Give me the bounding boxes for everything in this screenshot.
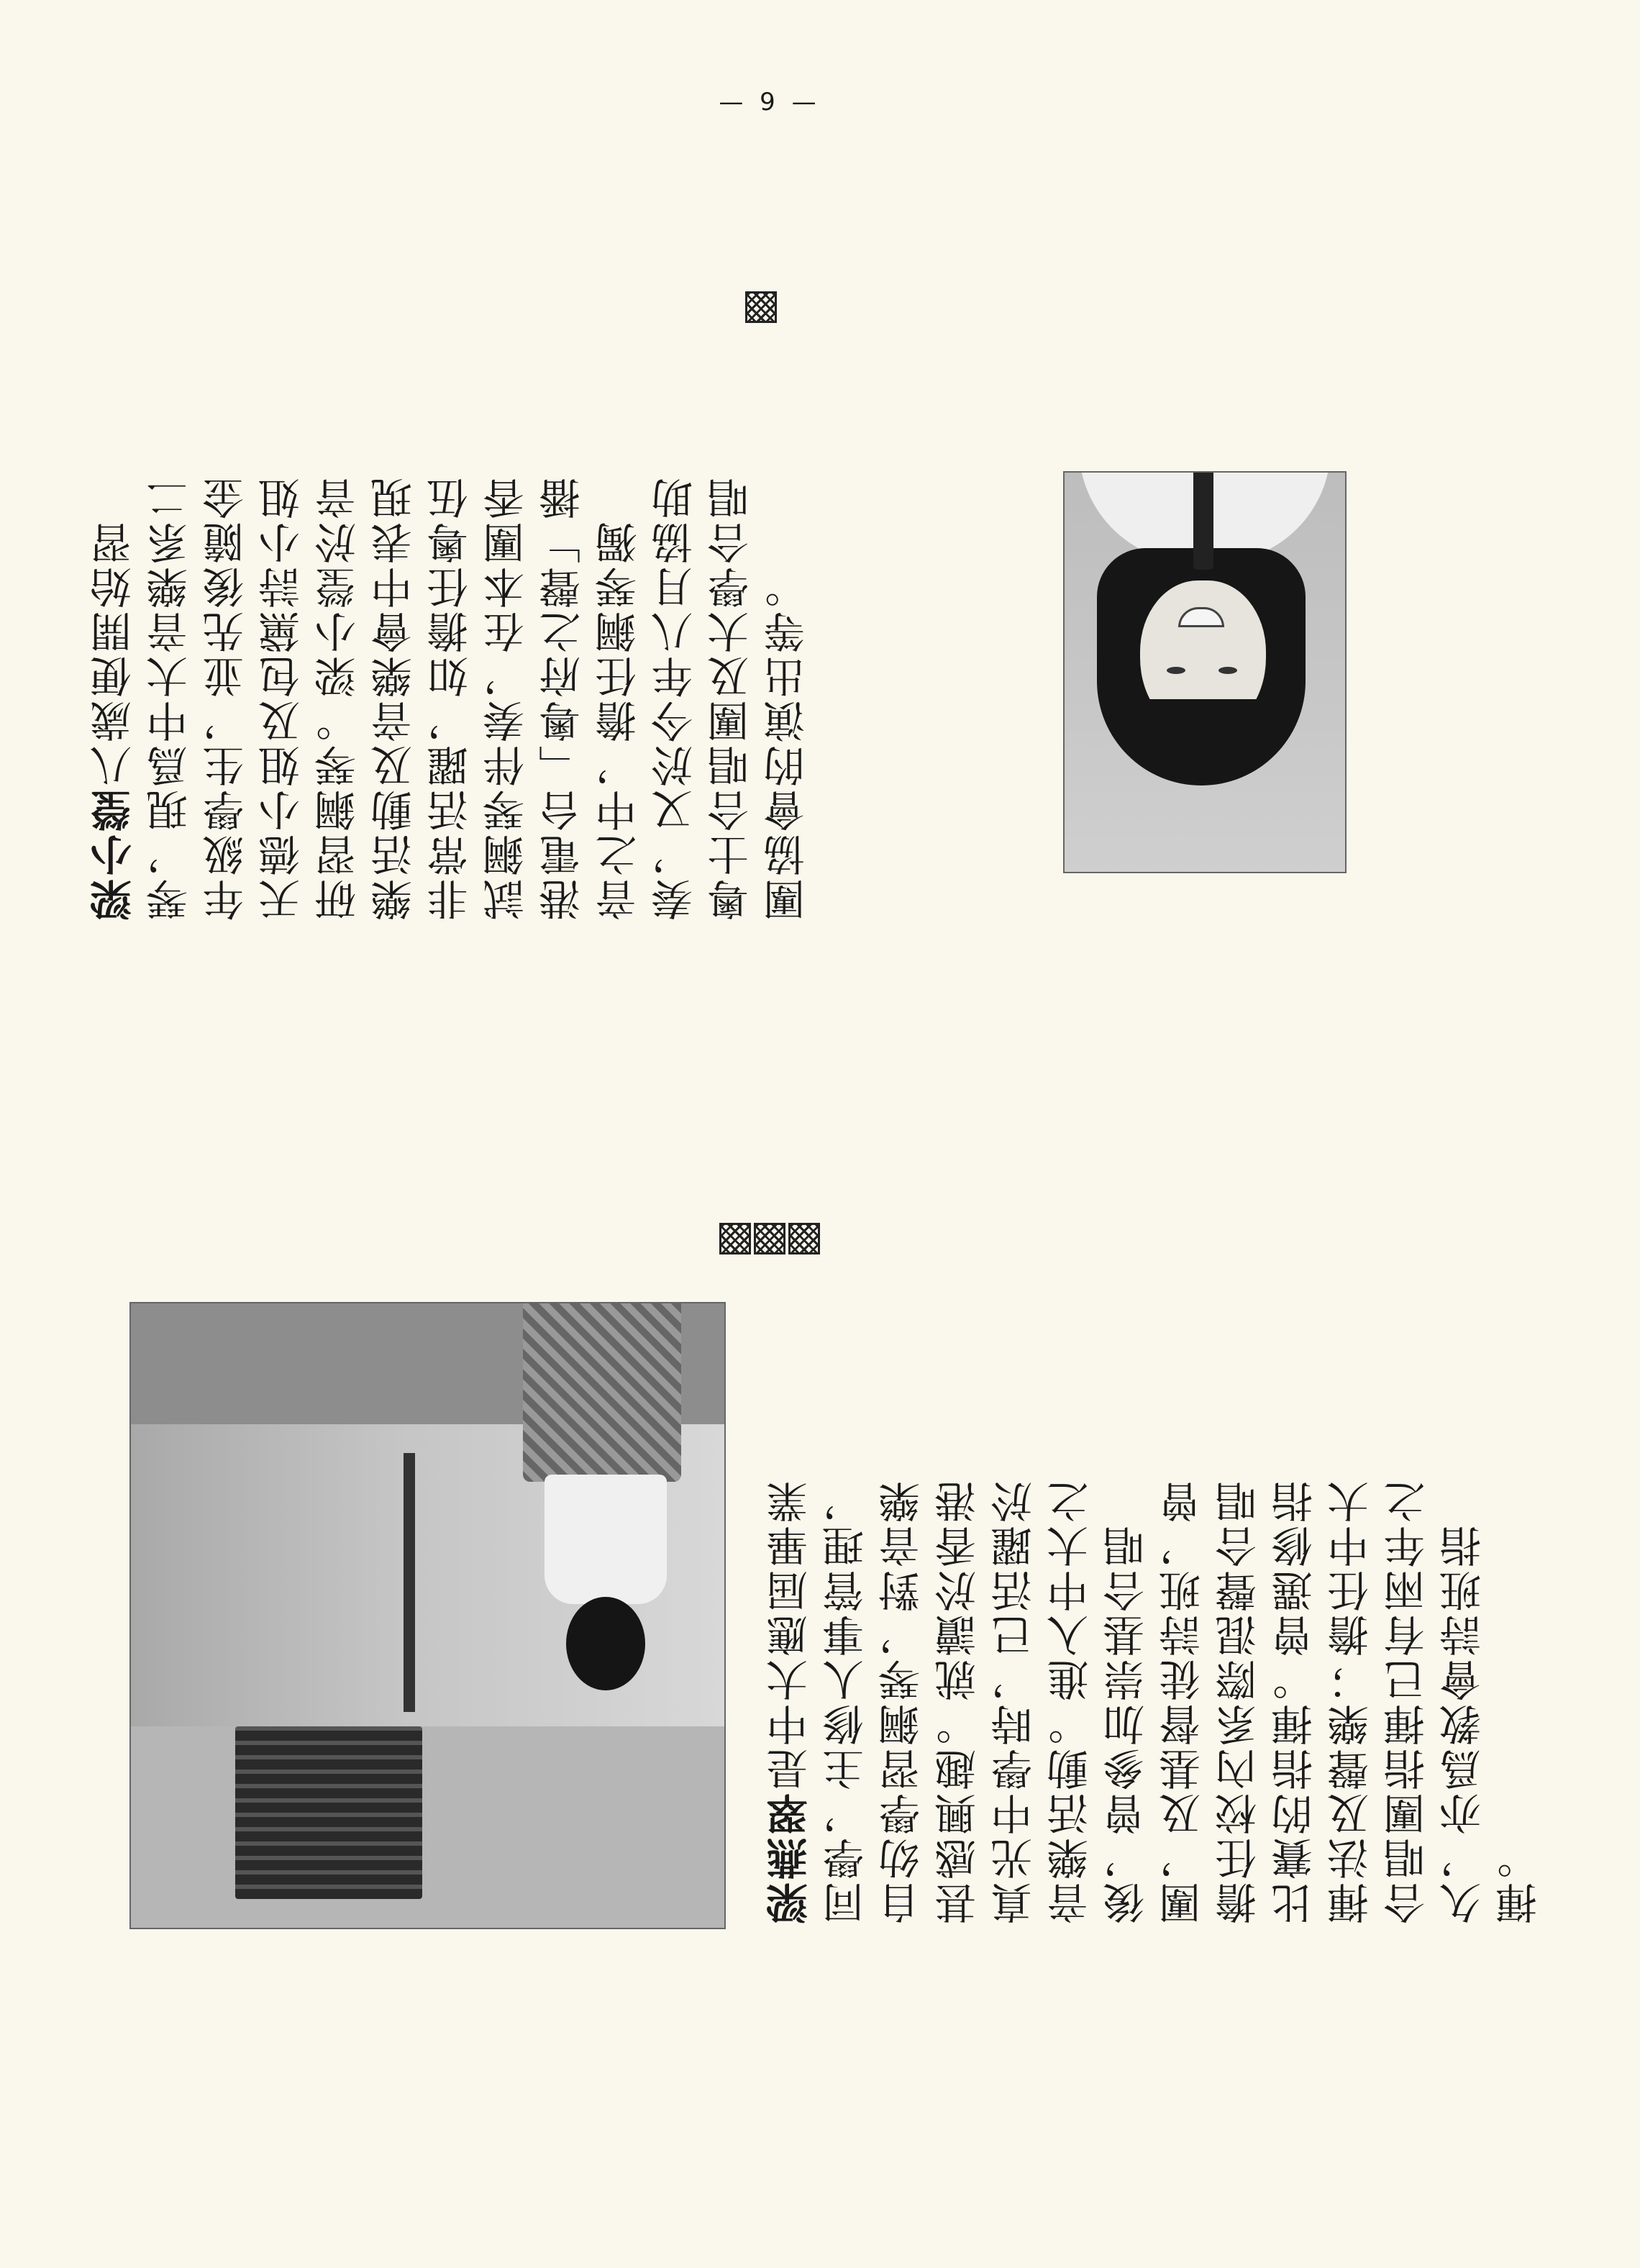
article-2-name: 梁燕翠 — [766, 1790, 815, 1924]
article-1-body: 八歲便開始習琴，現爲中大音樂系二年級學生，並先後隨金天德小姐及包黛詩小姐研習鋼琴。梁小瑩於音樂活動及音樂會中表現非常活躍，如擔任粵伍試鋼琴伴奏，在本團香港電台「粵府之聲」播音之中，擔任鋼琴獨奏，又於今年八月協助粵士合唱團及大學合唱團協會的演出等。 — [90, 475, 812, 921]
article-1-text — [86, 460, 812, 921]
article-2-body: 是中大應屆畢業同學，主修人事管理，自幼學習鋼琴，對音樂甚感興趣。就讀於香港真光中學時，已活躍於音樂活動。進入中大之後，曾參加崇基合唱團，及基督徒詩班，曾擔任校內系際混聲合唱比賽的指揮。曾選修指揮法及聲樂；擔任中大合唱團指揮已有兩年之久，亦爲教會詩班指揮。 — [766, 1478, 1544, 1924]
ornament-tile-icon — [754, 1223, 785, 1254]
ornament-tile-icon — [745, 291, 777, 323]
page-number: — 9 — — [719, 88, 821, 117]
article-2-text — [762, 1449, 1544, 1924]
portrait-photo-1 — [1063, 471, 1347, 873]
ornament-lower — [719, 1223, 820, 1254]
ornament-upper — [745, 291, 777, 323]
article-1-name: 梁小瑩 — [90, 787, 139, 921]
ornament-tile-icon — [719, 1223, 751, 1254]
conducting-photo-2 — [129, 1302, 726, 1929]
ornament-tile-icon — [788, 1223, 820, 1254]
